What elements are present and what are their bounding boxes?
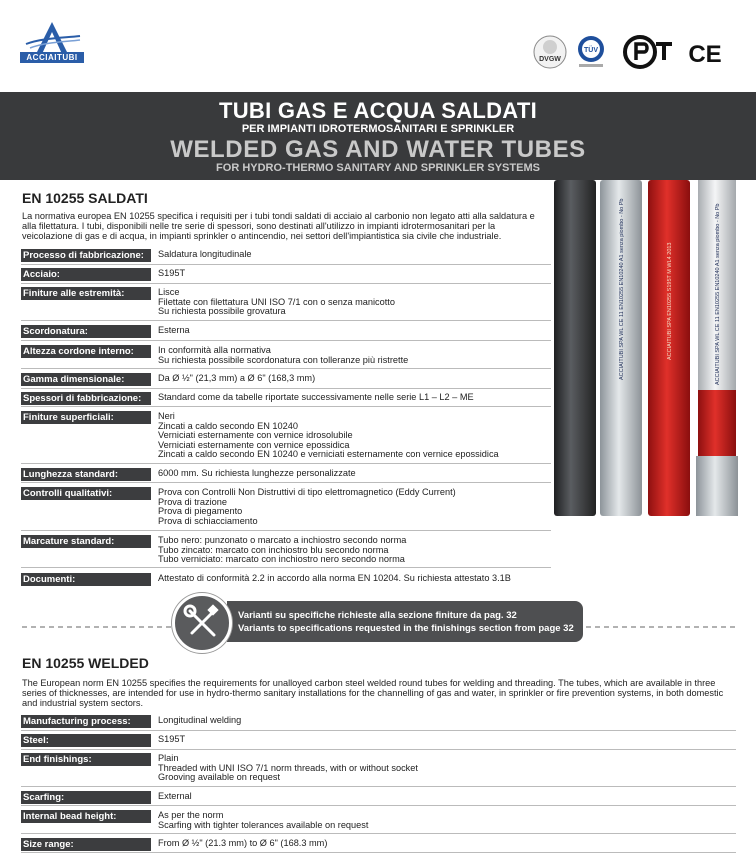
- ce-label: CE: [688, 41, 722, 68]
- divider: [21, 786, 736, 787]
- spec-value: As per the norm Scarfing with tighter tolerances available on request: [158, 810, 369, 830]
- divider: [21, 368, 551, 369]
- banner-subtitle-it: PER IMPIANTI IDROTERMOSANITARI E SPRINKLER: [241, 123, 515, 135]
- divider: [21, 283, 551, 284]
- divider: [21, 388, 551, 389]
- divider: [21, 749, 736, 750]
- spec-value: Da Ø ½" (21,3 mm) a Ø 6" (168,3 mm): [158, 373, 316, 383]
- tools-badge: [172, 593, 232, 653]
- header-bar: [0, 0, 756, 92]
- divider: [21, 567, 551, 568]
- spec-label: Finiture superficiali:: [21, 411, 151, 424]
- banner-title-en: WELDED GAS AND WATER TUBES: [170, 136, 586, 163]
- dvgw-label: DVGW: [539, 56, 561, 63]
- section-title-it: EN 10255 SALDATI: [22, 190, 148, 206]
- spec-value: Plain Threaded with UNI ISO 7/1 norm threads, with or without socket Grooving available on request: [158, 753, 418, 783]
- spec-label: Lunghezza standard:: [21, 468, 151, 481]
- wrench-screwdriver-icon: [175, 596, 229, 650]
- spec-label: Size range:: [21, 838, 151, 851]
- spec-value: Prova con Controlli Non Distruttivi di tipo elettromagnetico (Eddy Current) Prova di trazione Prova di piegamento Prova di schiacciamento: [158, 487, 456, 526]
- spec-value: Esterna: [158, 325, 190, 335]
- pipe-marking-1: ACCIAITUBI SPA WL CE 11 EN10255 EN10240 A1 senza piombo - No Pb: [619, 198, 625, 380]
- title-banner: [0, 92, 756, 180]
- spec-label: Acciaio:: [21, 268, 151, 281]
- spec-label: Scordonatura:: [21, 325, 151, 338]
- divider: [21, 320, 551, 321]
- divider: [21, 264, 551, 265]
- spec-value: S195T: [158, 268, 186, 278]
- pct-cert-icon: [622, 34, 674, 70]
- dvgw-cert-icon: [530, 34, 570, 70]
- banner-title-it: TUBI GAS E ACQUA SALDATI: [218, 98, 538, 123]
- spec-value: 6000 mm. Su richiesta lunghezze personalizzate: [158, 468, 356, 478]
- variants-callout: [227, 601, 583, 642]
- divider: [21, 482, 551, 483]
- pct-label: PCT: [648, 69, 650, 70]
- spec-value: From Ø ½" (21.3 mm) to Ø 6" (168.3 mm): [158, 838, 328, 848]
- spec-label: Finiture alle estremità:: [21, 287, 151, 300]
- spec-label: Controlli qualitativi:: [21, 487, 151, 500]
- logo-text: ACCIAITUBI: [20, 52, 84, 63]
- tuv-label: TÜV: [584, 47, 598, 54]
- divider: [21, 833, 736, 834]
- black-pipe: [554, 180, 596, 516]
- spec-value: Lisce Filettate con filettatura UNI ISO 7/1 con o senza manicotto Su richiesta possibile grovatura: [158, 287, 395, 317]
- spec-label: Gamma dimensionale:: [21, 373, 151, 386]
- variants-text-it: Varianti su specifiche richieste alla sezione finiture da pag. 32: [238, 610, 517, 621]
- intro-en: The European norm EN 10255 specifies the requirements for unalloyed carbon steel welded round tubes for welding and threading. The tubes, which are available in three series of thicknesses, are intended for use in hydro-thermo sanitary installations for the channelling of gas and water, in sprinkler or fire prevention systems, in both domestic and industrial system sectors.: [22, 678, 724, 708]
- tuv-cert-icon: [574, 34, 608, 70]
- spec-label: Documenti:: [21, 573, 151, 586]
- spec-label: Internal bead height:: [21, 810, 151, 823]
- spec-value: Standard come da tabelle riportate successivamente nelle serie L1 – L2 – ME: [158, 392, 474, 402]
- spec-value: Longitudinal welding: [158, 715, 242, 725]
- intro-it: La normativa europea EN 10255 specifica i requisiti per i tubi tondi saldati di acciaio al carbonio non legato atti alla saldatura e alla filettatura. I tubi, disponibili nelle tre serie di spessori, sono destinati all'utilizzo in impianti idrotermosanitari per la veicolazione di gas e di acqua, in impianti sprinkler o antincendio, nei settori dell'impiantistica sia civile che industriale.: [22, 211, 535, 241]
- spec-value: Attestato di conformità 2.2 in accordo alla norma EN 10204. Su richiesta attestato 3.1B: [158, 573, 511, 583]
- spec-label: Manufacturing process:: [21, 715, 151, 728]
- divider: [21, 406, 551, 407]
- pipe-marking-3: ACCIAITUBI SPA WL CE 11 EN10255 EN10240 A1 senza piombo - No Pb: [715, 203, 721, 385]
- dashed-line-left: [22, 626, 172, 628]
- divider: [21, 463, 551, 464]
- section-title-en: EN 10255 WELDED: [22, 655, 149, 671]
- spec-value: Tubo nero: punzonato o marcato a inchiostro secondo norma Tubo zincato: marcato con inchiostro blu secondo norma Tubo verniciato: marcato con inchiostro nero secondo norma: [158, 535, 407, 565]
- variants-text-en: Variants to specifications requested in the finishings section from page 32: [238, 623, 574, 634]
- spec-label: Marcature standard:: [21, 535, 151, 548]
- spec-label: Scarfing:: [21, 791, 151, 804]
- spec-value: In conformità alla normativa Su richiesta possibile scordonatura con tolleranze più ristrette: [158, 345, 409, 365]
- divider: [21, 805, 736, 806]
- spec-value: Saldatura longitudinale: [158, 249, 252, 259]
- banner-subtitle-en: FOR HYDRO-THERMO SANITARY AND SPRINKLER SYSTEMS: [216, 162, 540, 174]
- spec-value: S195T: [158, 734, 186, 744]
- pipes-photo: [552, 180, 738, 516]
- spec-label: Spessori di fabbricazione:: [21, 392, 151, 405]
- spec-value: Neri Zincati a caldo secondo EN 10240 Verniciati esternamente con vernice idrosolubile Verniciati esternamente con vernice epossidica Zincati a caldo secondo EN 10240 e verniciati esternamente con vernice epossidica: [158, 411, 499, 460]
- spec-label: Altezza cordone interno:: [21, 345, 151, 358]
- divider: [21, 852, 736, 853]
- spec-label: Processo di fabbricazione:: [21, 249, 151, 262]
- spec-value: External: [158, 791, 192, 801]
- divider: [21, 730, 736, 731]
- spec-label: Steel:: [21, 734, 151, 747]
- pipe-marking-2: ACCIAITUBI SPA EN10255 S195T M WL4 2013: [667, 242, 673, 360]
- dashed-line-right: [586, 626, 736, 628]
- spec-label: End finishings:: [21, 753, 151, 766]
- divider: [21, 530, 551, 531]
- divider: [21, 340, 551, 341]
- ce-mark-icon: [686, 34, 724, 70]
